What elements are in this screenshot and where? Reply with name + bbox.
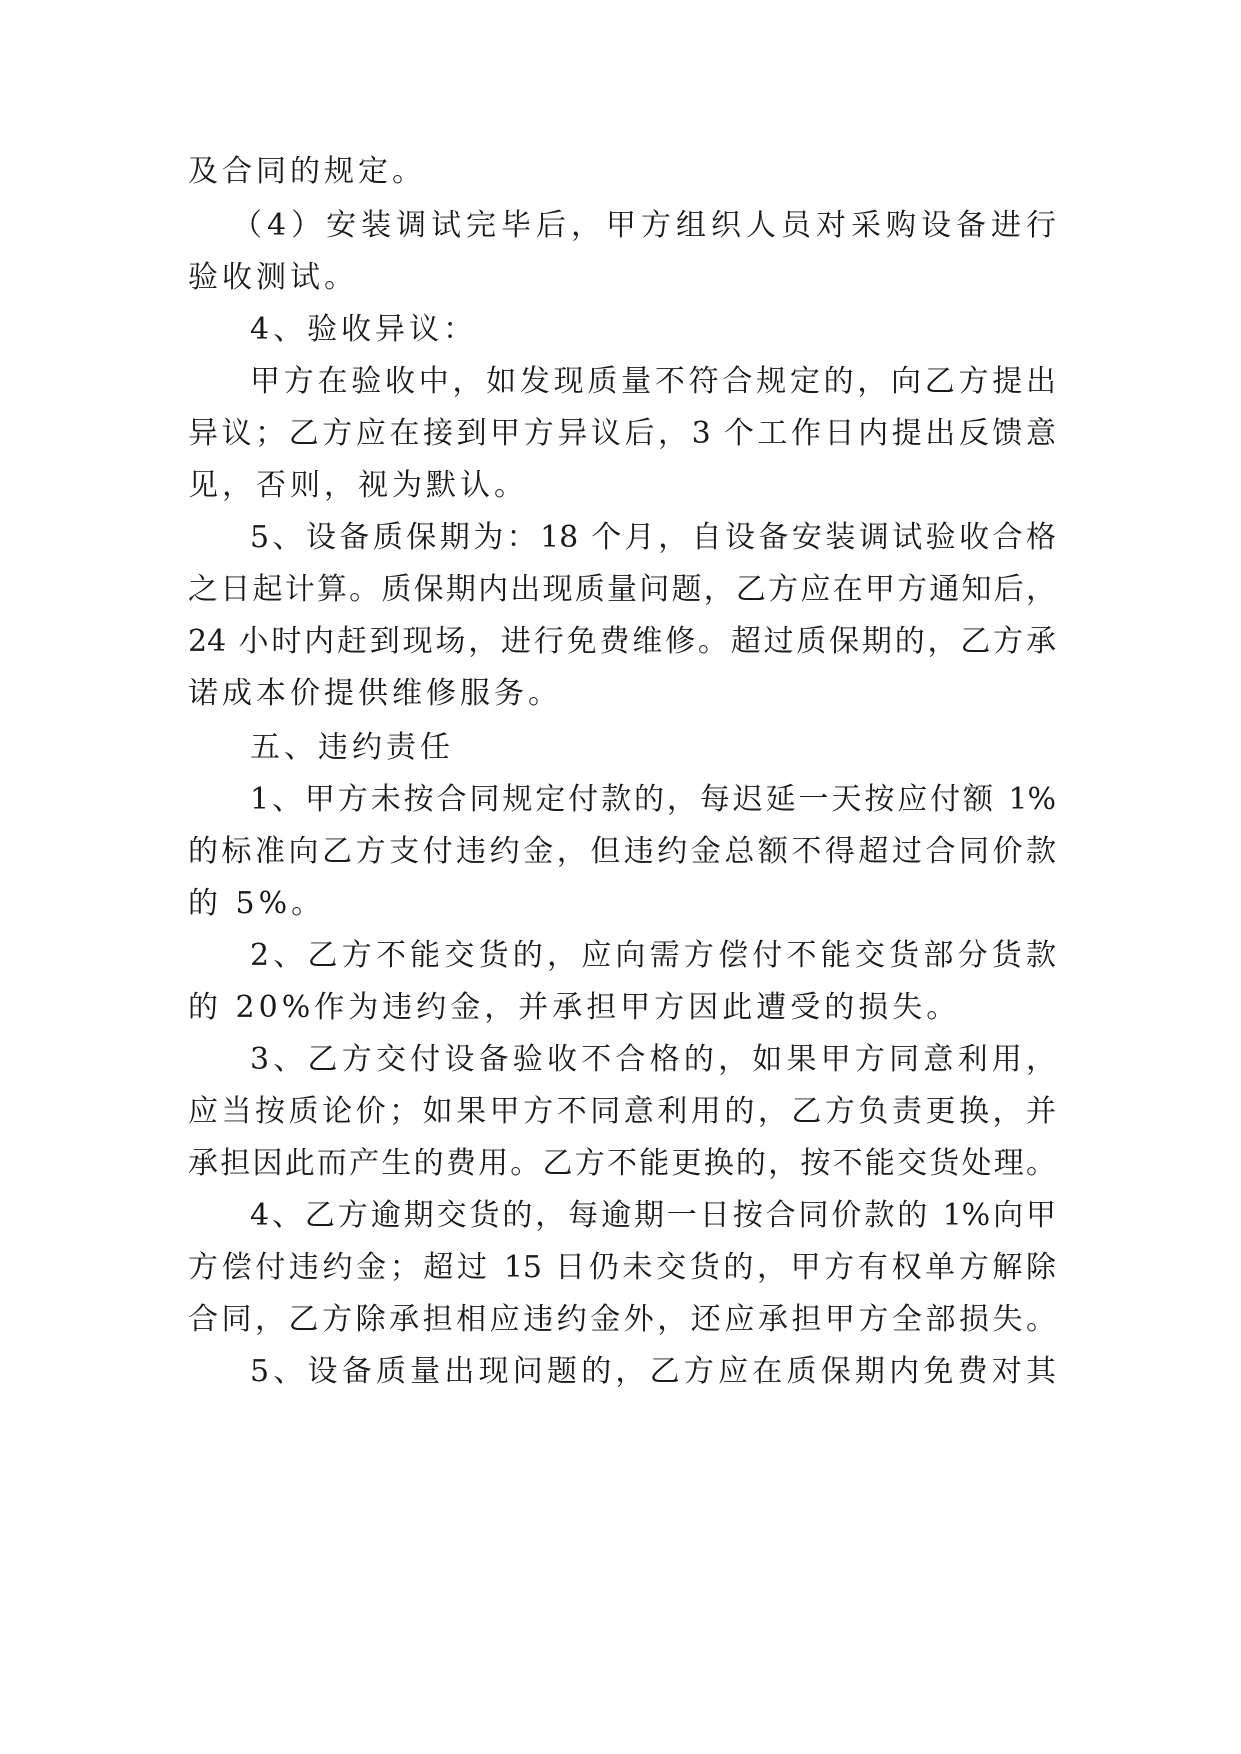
text-line: （4）安装调试完毕后，甲方组织人员对采购设备进行 (232, 208, 1056, 243)
text-line: 异议；乙方应在接到甲方异议后，3 个工作日内提出反馈意 (188, 416, 1056, 451)
text-line: 承担因此而产生的费用。乙方不能更换的，按不能交货处理。 (188, 1146, 1056, 1181)
text-line: 见，否则，视为默认。 (188, 468, 528, 503)
text-line: 方偿付违约金；超过 15 日仍未交货的，甲方有权单方解除 (188, 1250, 1056, 1285)
text-line: 应当按质论价；如果甲方不同意利用的，乙方负责更换，并 (188, 1094, 1056, 1129)
text-line: 验收测试。 (188, 260, 358, 295)
text-line: 及合同的规定。 (188, 154, 426, 189)
text-line: 24 小时内赶到现场，进行免费维修。超过质保期的，乙方承 (188, 624, 1056, 659)
text-line: 3、乙方交付设备验收不合格的，如果甲方同意利用， (250, 1042, 1056, 1077)
text-line: 2、乙方不能交货的，应向需方偿付不能交货部分货款 (250, 938, 1056, 973)
section-heading: 4、验收异议： (250, 312, 478, 347)
text-line: 1、甲方未按合同规定付款的，每迟延一天按应付额 1% (250, 782, 1056, 817)
text-line: 5、设备质保期为：18 个月，自设备安装调试验收合格 (250, 520, 1056, 555)
text-line: 的 5%。 (188, 886, 326, 921)
text-line: 诺成本价提供维修服务。 (188, 676, 562, 711)
text-line: 之日起计算。质保期内出现质量问题，乙方应在甲方通知后， (188, 572, 1056, 607)
text-line: 甲方在验收中，如发现质量不符合规定的，向乙方提出 (250, 364, 1056, 399)
text-line: 的标准向乙方支付违约金，但违约金总额不得超过合同价款 (188, 834, 1056, 869)
text-line: 合同，乙方除承担相应违约金外，还应承担甲方全部损失。 (188, 1302, 1056, 1337)
text-line: 的 20%作为违约金，并承担甲方因此遭受的损失。 (188, 990, 961, 1025)
section-heading: 五、违约责任 (250, 730, 454, 765)
text-line: 4、乙方逾期交货的，每逾期一日按合同价款的 1%向甲 (250, 1198, 1056, 1233)
text-line: 5、设备质量出现问题的，乙方应在质保期内免费对其 (250, 1354, 1056, 1389)
